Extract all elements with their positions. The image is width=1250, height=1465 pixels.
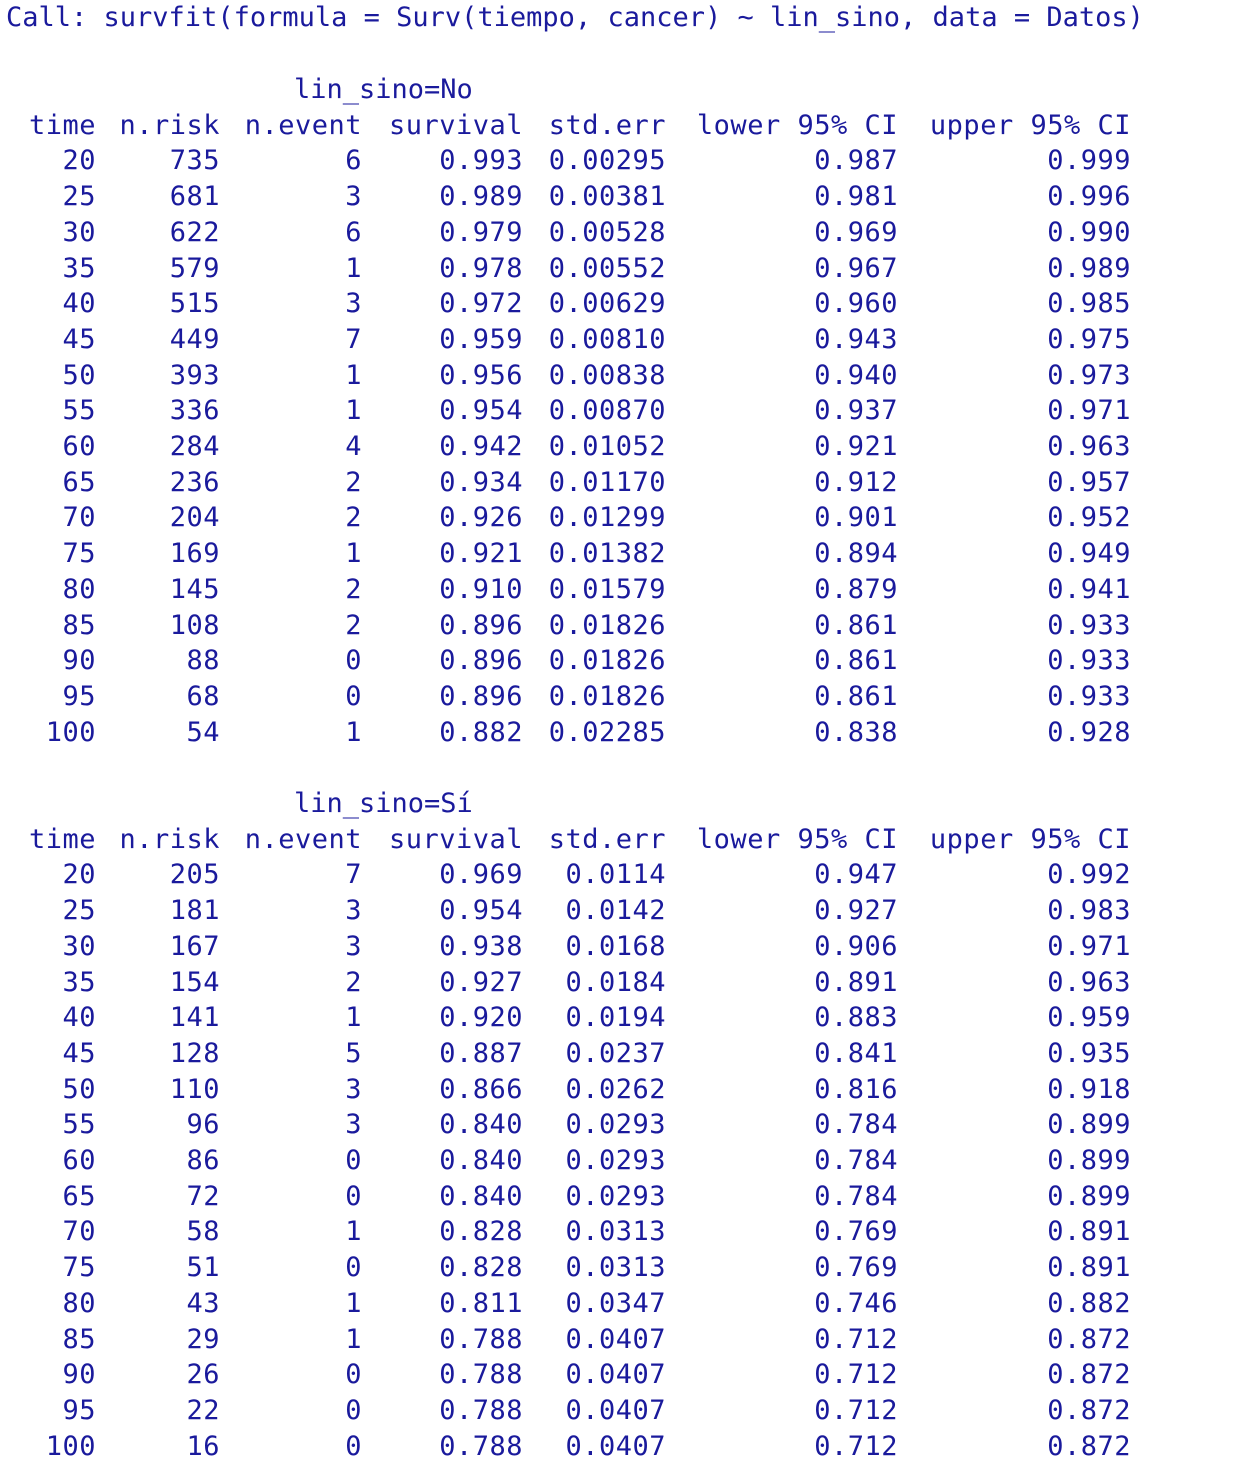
std-err-cell: 0.00810 [548,323,666,355]
survival-header: survival [388,823,523,855]
n-risk-cell: 86 [186,1145,220,1176]
n-event-cell: 2 [345,466,362,498]
n-risk-header: n.risk [119,823,220,855]
n-event-cell: 3 [345,181,362,213]
n-risk-cell: 449 [169,323,220,355]
table-row [0,965,1250,1001]
time-cell: 90 [62,1359,96,1391]
lower-ci-cell: 0.784 [814,1145,898,1176]
survival-cell: 0.927 [439,966,523,998]
n-event-cell: 1 [345,252,362,284]
time-cell: 45 [62,1037,96,1069]
std-err-cell: 0.0407 [565,1323,666,1355]
std-err-cell: 0.00381 [548,181,666,213]
survival-cell: 0.896 [439,609,523,641]
time-cell: 65 [62,466,96,498]
n-event-cell: 0 [345,1180,362,1212]
table-row [0,857,1250,893]
upper-ci-cell: 0.899 [1047,1109,1131,1141]
lower-ci-cell: 0.937 [814,395,898,427]
n-event-cell: 0 [345,680,362,712]
std-err-cell: 0.0142 [565,895,666,927]
std-err-cell: 0.0237 [565,1037,666,1069]
survival-cell: 0.811 [439,1287,523,1319]
n-event-header: n.event [244,823,362,855]
time-cell: 35 [62,966,96,998]
upper-ci-cell: 0.973 [1047,359,1131,391]
n-event-cell: 7 [345,859,362,891]
time-cell: 65 [62,1180,96,1212]
time-cell: 25 [62,895,96,927]
n-event-cell: 3 [345,288,362,320]
time-cell: 50 [62,359,96,391]
time-cell: 50 [62,1073,96,1105]
survival-cell: 0.910 [439,573,523,605]
upper-ci-cell: 0.882 [1047,1287,1131,1319]
n-event-cell: 1 [345,1216,362,1248]
strata-label: lin_sino=No [294,74,473,105]
n-event-cell: 1 [345,1323,362,1355]
survival-cell: 0.887 [439,1037,523,1069]
time-cell: 100 [45,716,96,748]
lower-ci-cell: 0.861 [814,609,898,641]
lower-ci-cell: 0.769 [814,1216,898,1248]
table-row [0,1429,1250,1465]
n-event-cell: 0 [345,1394,362,1426]
survival-cell: 0.788 [439,1323,523,1355]
n-risk-cell: 236 [169,466,220,498]
n-risk-cell: 128 [169,1037,220,1069]
upper-ci-cell: 0.963 [1047,966,1131,998]
time-cell: 75 [62,538,96,570]
n-event-cell: 1 [345,1287,362,1319]
lower-ci-cell: 0.891 [814,966,898,998]
n-event-cell: 0 [345,1359,362,1391]
time-cell: 40 [62,1002,96,1034]
n-risk-header: n.risk [119,109,220,141]
upper-ci-cell: 0.952 [1047,502,1131,534]
table-row [0,1322,1250,1358]
lower-ci-cell: 0.769 [814,1252,898,1284]
n-event-cell: 3 [345,895,362,927]
survival-cell: 0.920 [439,1002,523,1034]
time-cell: 95 [62,1394,96,1426]
upper-ci-cell: 0.975 [1047,323,1131,355]
time-cell: 30 [62,216,96,248]
std-err-cell: 0.0194 [565,1002,666,1034]
time-cell: 20 [62,859,96,891]
lower-ci-cell: 0.901 [814,502,898,534]
n-event-cell: 1 [345,395,362,427]
std-err-cell: 0.00552 [548,252,666,284]
n-risk-cell: 96 [186,1109,220,1141]
upper-ci-cell: 0.891 [1047,1216,1131,1248]
std-err-cell: 0.0262 [565,1073,666,1105]
std-err-cell: 0.0114 [565,859,666,891]
table-row [0,1143,1250,1179]
lower-ci-cell: 0.784 [814,1109,898,1141]
upper-ci-cell: 0.935 [1047,1037,1131,1069]
std-err-cell: 0.01382 [548,538,666,570]
std-err-cell: 0.01826 [548,680,666,712]
std-err-cell: 0.01170 [548,466,666,498]
n-event-cell: 0 [345,1252,362,1284]
table-row [0,1250,1250,1286]
n-event-cell: 3 [345,930,362,962]
n-risk-cell: 579 [169,252,220,284]
std-err-cell: 0.00295 [548,145,666,177]
lower-ci-cell: 0.987 [814,145,898,177]
time-cell: 60 [62,431,96,462]
n-risk-cell: 205 [169,859,220,891]
survival-cell: 0.788 [439,1359,523,1391]
n-risk-cell: 204 [169,502,220,534]
n-risk-cell: 284 [169,431,220,462]
n-risk-cell: 169 [169,538,220,570]
upper-ci-cell: 0.983 [1047,895,1131,927]
upper-ci-cell: 0.990 [1047,216,1131,248]
survival-header: survival [388,109,523,141]
time-cell: 80 [62,573,96,605]
survival-cell: 0.926 [439,502,523,534]
time-cell: 90 [62,645,96,677]
std-err-cell: 0.0407 [565,1394,666,1426]
upper-ci-cell: 0.891 [1047,1252,1131,1284]
call-statement: Call: survfit(formula = Surv(tiempo, cancer) ~ lin_sino, data = Datos) [6,2,1144,33]
std-err-cell: 0.01826 [548,645,666,677]
upper-ci-cell: 0.959 [1047,1002,1131,1034]
survival-cell: 0.954 [439,395,523,427]
n-event-cell: 3 [345,1109,362,1141]
n-event-cell: 0 [345,1430,362,1462]
std-err-header: std.err [548,823,666,855]
time-cell: 60 [62,1145,96,1176]
n-risk-cell: 181 [169,895,220,927]
time-cell: 95 [62,680,96,712]
upper-ci-cell: 0.933 [1047,609,1131,641]
table-row [0,1000,1250,1036]
n-event-cell: 6 [345,145,362,177]
std-err-cell: 0.0168 [565,930,666,962]
std-err-cell: 0.01299 [548,502,666,534]
time-cell: 45 [62,323,96,355]
n-event-cell: 1 [345,716,362,748]
survival-cell: 0.896 [439,645,523,677]
table-row [0,1179,1250,1215]
n-event-header: n.event [244,109,362,141]
table-row [0,393,1250,429]
lower-ci-cell: 0.879 [814,573,898,605]
lower-ci-cell: 0.967 [814,252,898,284]
upper-ci-cell: 0.928 [1047,716,1131,748]
std-err-cell: 0.00870 [548,395,666,427]
table-row [0,465,1250,501]
survival-cell: 0.840 [439,1145,523,1176]
n-risk-cell: 110 [169,1073,220,1105]
upper-ci-cell: 0.918 [1047,1073,1131,1105]
std-err-cell: 0.00528 [548,216,666,248]
table-row [0,1036,1250,1072]
table-row [0,893,1250,929]
time-cell: 35 [62,252,96,284]
n-event-cell: 6 [345,216,362,248]
lower-ci-cell: 0.883 [814,1002,898,1034]
table-row [0,643,1250,679]
table-row [0,536,1250,572]
survival-cell: 0.882 [439,716,523,748]
std-err-cell: 0.0293 [565,1180,666,1212]
n-risk-cell: 26 [186,1359,220,1391]
lower-ci-cell: 0.841 [814,1037,898,1069]
n-event-cell: 4 [345,431,362,462]
lower-ci-cell: 0.981 [814,181,898,213]
upper-ci-cell: 0.933 [1047,645,1131,677]
time-header: time [28,109,96,141]
time-cell: 80 [62,1287,96,1319]
table-row [0,215,1250,251]
upper-ci-cell: 0.872 [1047,1394,1131,1426]
table-row [0,679,1250,715]
lower-ci-cell: 0.894 [814,538,898,570]
time-header: time [28,823,96,855]
n-event-cell: 2 [345,609,362,641]
survival-cell: 0.840 [439,1109,523,1141]
lower-ci-cell: 0.861 [814,680,898,712]
n-risk-cell: 141 [169,1002,220,1034]
std-err-cell: 0.01052 [548,431,666,462]
upper-ci-cell: 0.992 [1047,859,1131,891]
upper-ci-cell: 0.872 [1047,1323,1131,1355]
lower-ci-cell: 0.943 [814,323,898,355]
n-risk-cell: 167 [169,930,220,962]
lower-ci-cell: 0.784 [814,1180,898,1212]
survival-cell: 0.921 [439,538,523,570]
survival-cell: 0.959 [439,323,523,355]
survival-cell: 0.956 [439,359,523,391]
n-event-cell: 7 [345,323,362,355]
n-risk-cell: 681 [169,181,220,213]
survival-cell: 0.896 [439,680,523,712]
n-event-cell: 3 [345,1073,362,1105]
n-event-cell: 0 [345,645,362,677]
lower-ci-cell: 0.927 [814,895,898,927]
n-event-cell: 2 [345,502,362,534]
table-row [0,179,1250,215]
std-err-cell: 0.0184 [565,966,666,998]
lower-ci-cell: 0.906 [814,930,898,962]
time-cell: 100 [45,1430,96,1462]
std-err-cell: 0.00629 [548,288,666,320]
std-err-cell: 0.0293 [565,1109,666,1141]
time-cell: 55 [62,395,96,427]
std-err-cell: 0.0407 [565,1359,666,1391]
lower-ci-cell: 0.912 [814,466,898,498]
upper-ci-cell: 0.899 [1047,1180,1131,1212]
column-header-row [0,822,1250,858]
lower-ci-cell: 0.816 [814,1073,898,1105]
n-risk-cell: 54 [186,716,220,748]
upper-ci-cell: 0.941 [1047,573,1131,605]
n-risk-cell: 16 [186,1430,220,1462]
survival-cell: 0.989 [439,181,523,213]
std-err-cell: 0.0313 [565,1216,666,1248]
std-err-cell: 0.01826 [548,609,666,641]
time-cell: 30 [62,930,96,962]
upper-ci-cell: 0.872 [1047,1359,1131,1391]
upper-ci-header: upper 95% CI [929,109,1131,141]
n-risk-cell: 58 [186,1216,220,1248]
std-err-cell: 0.0407 [565,1430,666,1462]
upper-ci-cell: 0.872 [1047,1430,1131,1462]
table-row [0,358,1250,394]
n-event-cell: 1 [345,1002,362,1034]
n-risk-cell: 72 [186,1180,220,1212]
lower-ci-cell: 0.940 [814,359,898,391]
upper-ci-cell: 0.899 [1047,1145,1131,1176]
n-risk-cell: 622 [169,216,220,248]
lower-ci-cell: 0.712 [814,1394,898,1426]
upper-ci-cell: 0.985 [1047,288,1131,320]
upper-ci-cell: 0.971 [1047,930,1131,962]
n-risk-cell: 393 [169,359,220,391]
survival-cell: 0.934 [439,466,523,498]
time-cell: 85 [62,609,96,641]
table-row [0,572,1250,608]
upper-ci-cell: 0.971 [1047,395,1131,427]
survival-cell: 0.969 [439,859,523,891]
table-row [0,322,1250,358]
lower-ci-cell: 0.861 [814,645,898,677]
column-header-row [0,108,1250,144]
table-row [0,251,1250,287]
upper-ci-cell: 0.957 [1047,466,1131,498]
strata-label: lin_sino=Sí [294,788,473,819]
table-row [0,429,1250,465]
table-row [0,1107,1250,1143]
std-err-cell: 0.02285 [548,716,666,748]
n-event-cell: 2 [345,966,362,998]
n-event-cell: 1 [345,538,362,570]
table-row [0,1393,1250,1429]
upper-ci-header: upper 95% CI [929,823,1131,855]
std-err-cell: 0.0347 [565,1287,666,1319]
table-row [0,1357,1250,1393]
survival-cell: 0.828 [439,1252,523,1284]
survival-cell: 0.828 [439,1216,523,1248]
time-cell: 85 [62,1323,96,1355]
lower-ci-cell: 0.838 [814,716,898,748]
std-err-cell: 0.0313 [565,1252,666,1284]
n-event-cell: 0 [345,1145,362,1176]
lower-ci-cell: 0.712 [814,1430,898,1462]
lower-ci-cell: 0.712 [814,1359,898,1391]
n-risk-cell: 735 [169,145,220,177]
lower-ci-cell: 0.746 [814,1287,898,1319]
time-cell: 25 [62,181,96,213]
survival-cell: 0.978 [439,252,523,284]
std-err-cell: 0.0293 [565,1145,666,1176]
upper-ci-cell: 0.989 [1047,252,1131,284]
n-risk-cell: 51 [186,1252,220,1284]
table-row [0,715,1250,751]
n-risk-cell: 108 [169,609,220,641]
n-risk-cell: 68 [186,680,220,712]
lower-ci-header: lower 95% CI [696,823,898,855]
upper-ci-cell: 0.999 [1047,145,1131,177]
n-risk-cell: 515 [169,288,220,320]
n-event-cell: 1 [345,359,362,391]
time-cell: 70 [62,502,96,534]
survival-cell: 0.788 [439,1430,523,1462]
n-risk-cell: 88 [186,645,220,677]
lower-ci-cell: 0.969 [814,216,898,248]
n-event-cell: 5 [345,1037,362,1069]
lower-ci-cell: 0.712 [814,1323,898,1355]
survival-cell: 0.979 [439,216,523,248]
survival-cell: 0.993 [439,145,523,177]
table-row [0,1214,1250,1250]
time-cell: 40 [62,288,96,320]
table-row [0,1286,1250,1322]
lower-ci-header: lower 95% CI [696,109,898,141]
n-risk-cell: 22 [186,1394,220,1426]
survival-cell: 0.938 [439,930,523,962]
n-event-cell: 2 [345,573,362,605]
time-cell: 75 [62,1252,96,1284]
time-cell: 70 [62,1216,96,1248]
upper-ci-cell: 0.933 [1047,680,1131,712]
n-risk-cell: 43 [186,1287,220,1319]
survival-cell: 0.954 [439,895,523,927]
std-err-cell: 0.00838 [548,359,666,391]
survival-cell: 0.866 [439,1073,523,1105]
survival-cell: 0.972 [439,288,523,320]
n-risk-cell: 145 [169,573,220,605]
std-err-cell: 0.01579 [548,573,666,605]
n-risk-cell: 29 [186,1323,220,1355]
table-row [0,929,1250,965]
upper-ci-cell: 0.963 [1047,431,1131,462]
upper-ci-cell: 0.949 [1047,538,1131,570]
table-row [0,286,1250,322]
time-cell: 20 [62,145,96,177]
time-cell: 55 [62,1109,96,1141]
lower-ci-cell: 0.947 [814,859,898,891]
table-row [0,608,1250,644]
table-row [0,143,1250,179]
survival-cell: 0.788 [439,1394,523,1426]
survival-cell: 0.942 [439,431,523,462]
table-row [0,500,1250,536]
table-row [0,1072,1250,1108]
std-err-header: std.err [548,109,666,141]
n-risk-cell: 154 [169,966,220,998]
n-risk-cell: 336 [169,395,220,427]
lower-ci-cell: 0.960 [814,288,898,320]
lower-ci-cell: 0.921 [814,431,898,462]
survival-cell: 0.840 [439,1180,523,1212]
upper-ci-cell: 0.996 [1047,181,1131,213]
